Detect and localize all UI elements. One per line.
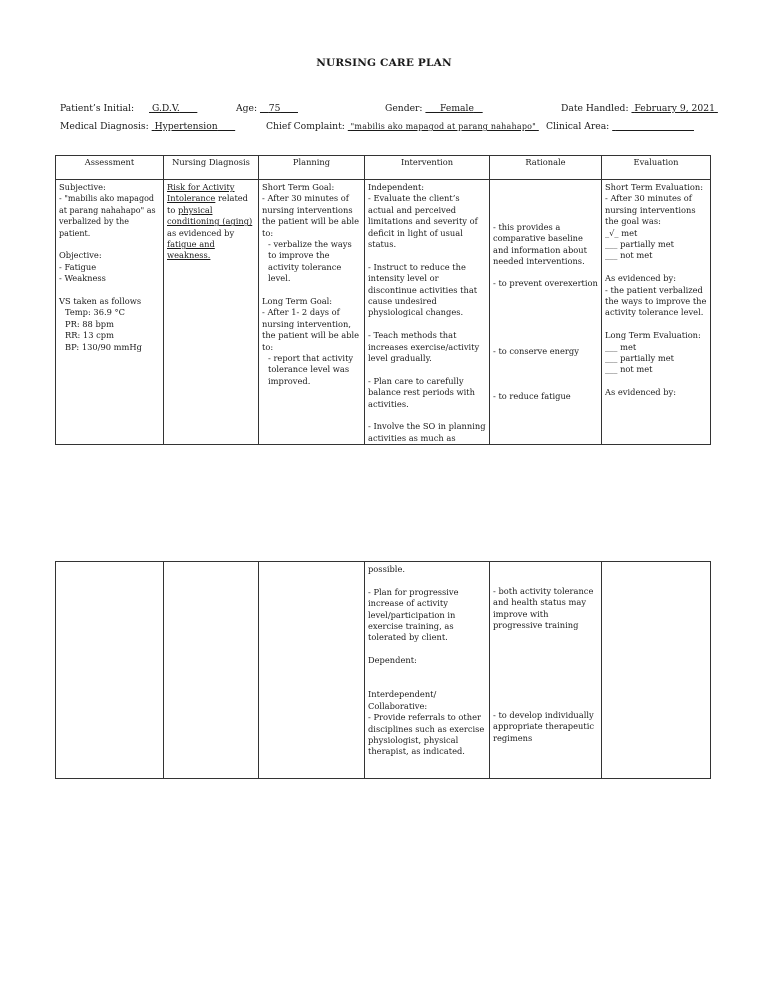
gender-field [385, 103, 483, 114]
table-row [56, 562, 711, 779]
assessment-cell: Subjective: - "mabilis ako mapagod at parang nahahapo" as verbalized by the patient. Objective: - Fatigue - Weakness VS taken as follows Temp: 36.9 °C PR: 88 bpm RR: 13 cpm BP: 130/90 mmHg [56, 180, 164, 445]
clinical-area-value [612, 121, 694, 132]
nursing-diagnosis-cell-continued [164, 562, 259, 779]
date-handled-value: February 9, 2021 [634, 103, 715, 114]
table-row [56, 180, 711, 445]
page-title: NURSING CARE PLAN [316, 57, 452, 69]
medical-diagnosis-label: Medical Diagnosis: [60, 121, 149, 132]
chief-complaint-field [266, 121, 539, 132]
gender-value: Female [440, 103, 474, 114]
patient-initial-field [60, 103, 201, 114]
rationale-cell-continued: - both activity tolerance and health status may improve with progressive training - to develop individually appropriate therapeutic regimens [490, 562, 602, 779]
rationale-cell: - this provides a comparative baseline and information about needed interventions. - to prevent overexertion - to conserve energy - to reduce fatigue [490, 180, 602, 445]
table-header-row [56, 156, 711, 180]
col-evaluation: Evaluation [602, 156, 711, 180]
evaluation-cell-continued [602, 562, 711, 779]
patient-initial-label: Patient’s Initial: [60, 103, 135, 114]
age-label: Age: [236, 103, 258, 114]
chief-complaint-label: Chief Complaint: [266, 121, 345, 132]
age-value: 75 [268, 103, 281, 114]
evaluation-cell: Short Term Evaluation: - After 30 minutes of nursing interventions the goal was: _√_ met ___ partially met ___ not met As evidenced by: - the patient verbalized the ways to improve the activity tolerance level. Long Term Evaluation: ___ met ___ partially met ___ not met As evidenced by: [602, 180, 711, 445]
patient-initial-value: G.D.V. [151, 103, 180, 114]
col-intervention: Intervention [365, 156, 490, 180]
chief-complaint-value: "mabilis ako mapagod at parang nahahapo" [350, 122, 537, 131]
care-plan-table [55, 155, 711, 445]
date-handled-label: Date Handled: [561, 103, 629, 114]
col-rationale: Rationale [490, 156, 602, 180]
col-nursing-diagnosis: Nursing Diagnosis [164, 156, 259, 180]
care-plan-table-continued [55, 561, 711, 779]
medical-diagnosis-field [60, 121, 235, 132]
assessment-cell-continued [56, 562, 164, 779]
intervention-cell-continued: possible. - Plan for progressive increase of activity level/participation in exercise training, as tolerated by client. Dependent: Interdependent/ Collaborative: - Provide referrals to other disciplines such as exercise physiologist, physical therapist, as indicated. [365, 562, 490, 779]
planning-cell-continued [259, 562, 365, 779]
planning-cell: Short Term Goal: - After 30 minutes of nursing interventions the patient will be able to: - verbalize the ways to improve the activity tolerance level. Long Term Goal: - After 1- 2 days of nursing intervention, the patient will be able to: - report that activity tolerance level was improved. [259, 180, 365, 445]
intervention-cell: Independent: - Evaluate the client’s actual and perceived limitations and severity of deficit in light of usual status. - Instruct to reduce the intensity level or discontinue activities that cause undesired physiological changes. - Teach methods that increases exercise/activity level gradually. - Plan care to carefully balance rest periods with activities. - Involve the SO in planning activities as much as [365, 180, 490, 445]
clinical-area-label: Clinical Area: [546, 121, 610, 132]
medical-diagnosis-value: Hypertension [154, 121, 218, 132]
nursing-diagnosis-cell: Risk for Activity Intolerance related to physical conditioning (aging) as evidenced by fatigue and weakness. [164, 180, 259, 445]
gender-label: Gender: [385, 103, 423, 114]
date-handled-field [561, 103, 718, 114]
col-planning: Planning [259, 156, 365, 180]
col-assessment: Assessment [56, 156, 164, 180]
age-field [236, 103, 298, 114]
clinical-area-field [546, 121, 694, 132]
